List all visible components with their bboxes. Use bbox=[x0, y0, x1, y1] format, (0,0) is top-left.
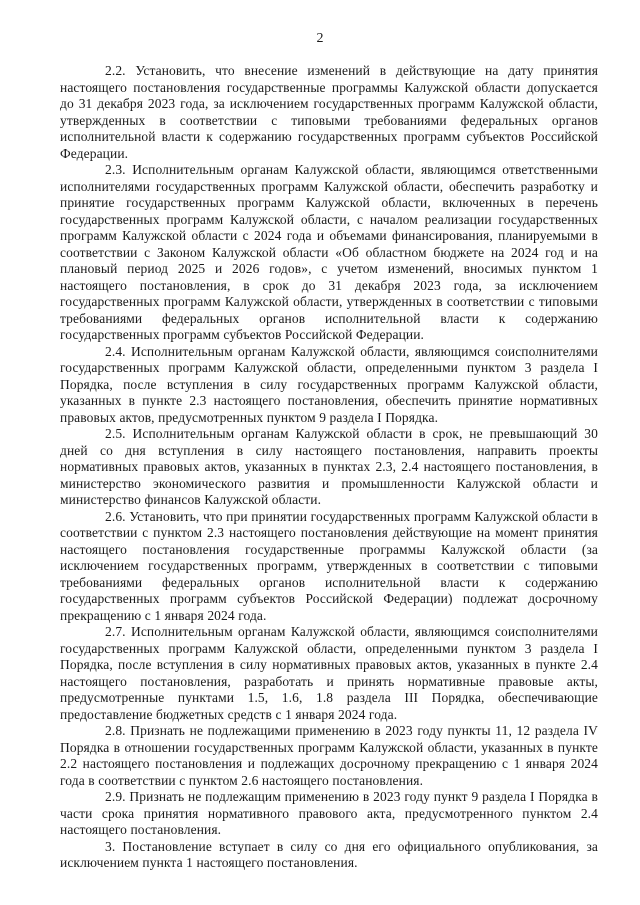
document-body bbox=[60, 63, 598, 872]
paragraph-2-8: 2.8. Признать не подлежащими применению в 2023 году пункты 11, 12 раздела IV Порядка в отношении государственных программ Калужской области, указанных в пункте 2.2 настоящего постановления и подлежащих досрочному прекращению с 1 января 2024 года в соответствии с пунктом 2.6 настоящего постановления. bbox=[60, 723, 598, 788]
paragraph-2-3: 2.3. Исполнительным органам Калужской области, являющимся ответственными исполнителями государственных программ Калужской области, обеспечить разработку и принятие государственных программ Калужской области, включенных в перечень государственных программ Калужской области, с началом реализации государственных программ Калужской области с 2024 года и объемами финансирования, планируемыми в соответствии с Законом Калужской области «Об областном бюджете на 2024 год и на плановый период 2025 и 2026 годов», с учетом изменений, вносимых пунктом 1 настоящего постановления, в срок до 31 декабря 2023 года, за исключением государственных программ Калужской области, утвержденных в соответствии с типовыми требованиями федеральных органов исполнительной власти к содержанию государственных программ субъектов Российской Федерации. bbox=[60, 162, 598, 342]
paragraph-3: 3. Постановление вступает в силу со дня его официального опубликования, за исключением пункта 1 настоящего постановления. bbox=[60, 838, 598, 870]
paragraph-2-7: 2.7. Исполнительным органам Калужской области, являющимся соисполнителями государственных программ Калужской области, определенными пунктом 3 раздела I Порядка, после вступления в силу нормативных правовых актов, указанных в пункте 2.4 настоящего постановления, разработать и принять нормативные правовые акты, предусмотренные пунктами 1.5, 1.6, 1.8 раздела III Порядка, обеспечивающие предоставление бюджетных средств с 1 января 2024 года. bbox=[60, 624, 598, 722]
paragraph-2-5: 2.5. Исполнительным органам Калужской области в срок, не превышающий 30 дней со дня вступления в силу настоящего постановления, направить проекты нормативных правовых актов, указанных в пунктах 2.3, 2.4 настоящего постановления, в министерство экономического развития и промышленности Калужской области и министерство финансов Калужской области. bbox=[60, 426, 598, 507]
paragraph-2-4: 2.4. Исполнительным органам Калужской области, являющимся соисполнителями государственных программ Калужской области, определенными пунктом 3 раздела I Порядка, после вступления в силу государственных программ Калужской области, указанных в пункте 2.3 настоящего постановления, обеспечить принятие нормативных правовых актов, предусмотренных пунктом 9 раздела I Порядка. bbox=[60, 343, 598, 425]
page-number: 2 bbox=[316, 31, 324, 46]
paragraph-2-9: 2.9. Признать не подлежащим применению в 2023 году пункт 9 раздела I Порядка в части срока принятия нормативного правового акта, предусмотренного пунктом 2.4 настоящего постановления. bbox=[60, 789, 598, 837]
paragraph-2-6: 2.6. Установить, что при принятии государственных программ Калужской области в соответствии с пунктом 2.3 настоящего постановления действующие на момент принятия настоящего постановления государственные программы Калужской области (за исключением государственных программ, утвержденных в соответствии с типовыми требованиями федеральных органов исполнительной власти к содержанию государственных программ субъектов Российской Федерации) подлежат досрочному прекращению с 1 января 2024 года. bbox=[60, 508, 598, 623]
paragraph-2-2: 2.2. Установить, что внесение изменений в действующие на дату принятия настоящего постановления государственные программы Калужской области допускается до 31 декабря 2023 года, за исключением государственных программ Калужской области, утвержденных в соответствии с типовыми требованиями федеральных органов исполнительной власти к содержанию государственных программ субъектов Российской Федерации. bbox=[60, 63, 598, 161]
